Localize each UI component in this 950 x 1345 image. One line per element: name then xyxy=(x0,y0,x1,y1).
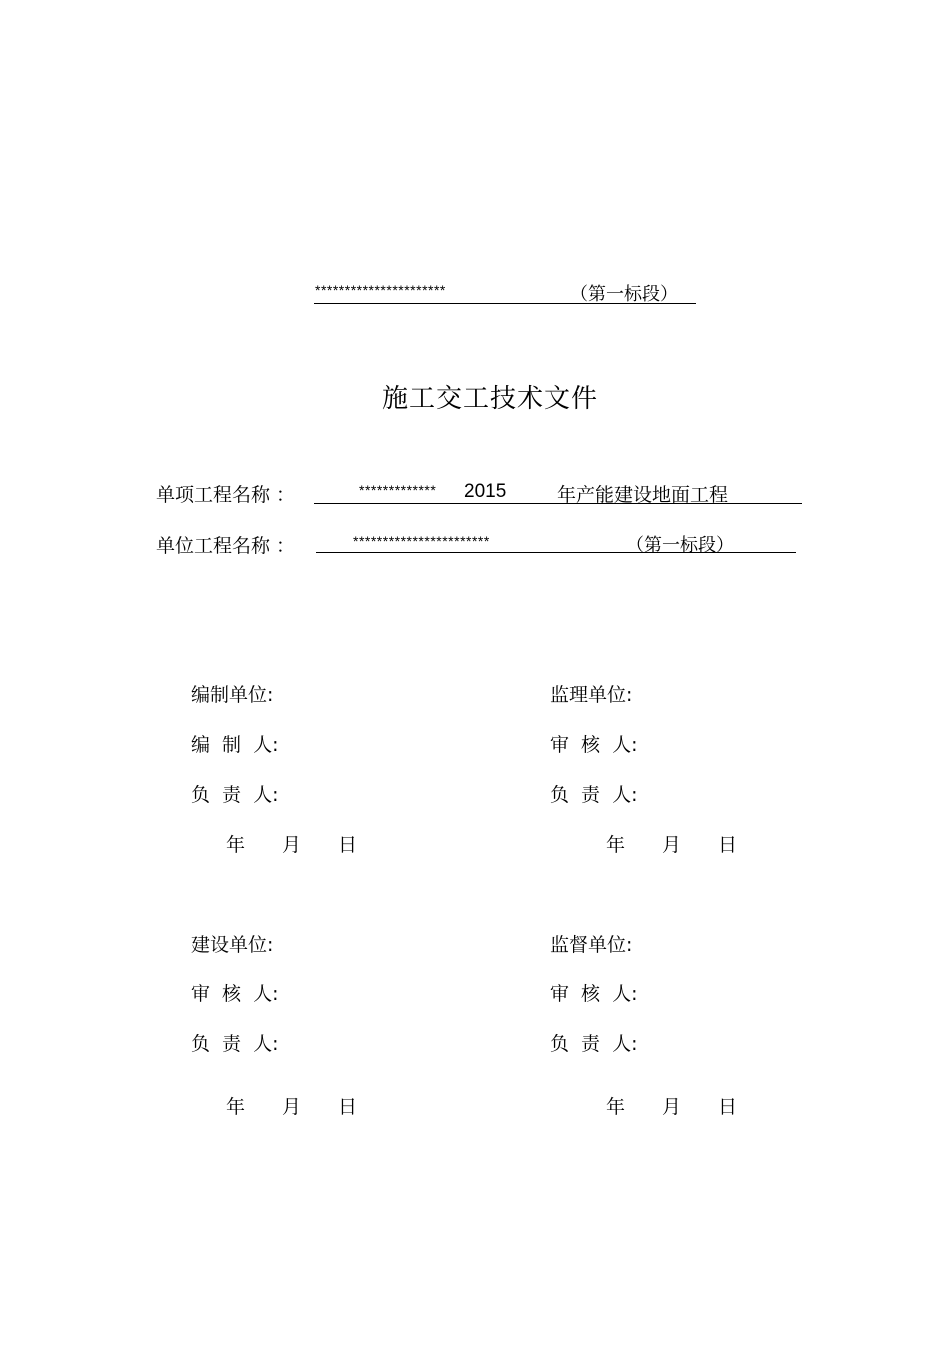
build-date-month: 月 xyxy=(282,1096,302,1118)
compile-date-day: 日 xyxy=(338,834,358,856)
page-title: 施工交工技术文件 xyxy=(382,384,599,414)
header-underline xyxy=(314,303,696,304)
compile-date-month: 月 xyxy=(282,834,302,856)
supervise-unit-label: 监理单位: xyxy=(550,684,633,706)
unit-item-stars: *********************** xyxy=(353,533,490,549)
build-date-year: 年 xyxy=(226,1096,246,1118)
build-date-day: 日 xyxy=(338,1096,358,1118)
unit-item-label: 单位工程名称 ： xyxy=(156,535,296,557)
compile-unit-label: 编制单位: xyxy=(191,684,274,706)
build-responsible-label: 负 责 人: xyxy=(191,1033,279,1055)
single-item-year: 2015 xyxy=(464,481,507,502)
compile-person-label: 编 制 人: xyxy=(191,734,279,756)
build-reviewer-label: 审 核 人: xyxy=(191,983,279,1005)
build-unit-label: 建设单位: xyxy=(191,934,274,956)
unit-item-section: （第一标段） xyxy=(626,535,734,556)
oversight-date-day: 日 xyxy=(718,1096,738,1118)
supervise-date-month: 月 xyxy=(662,834,682,856)
oversight-date-year: 年 xyxy=(606,1096,626,1118)
supervise-date-day: 日 xyxy=(718,834,738,856)
supervise-responsible-label: 负 责 人: xyxy=(550,784,638,806)
compile-date-year: 年 xyxy=(226,834,246,856)
oversight-unit-label: 监督单位: xyxy=(550,934,633,956)
compile-responsible-label: 负 责 人: xyxy=(191,784,279,806)
header-project-stars: ********************** xyxy=(315,282,446,298)
supervise-reviewer-label: 审 核 人: xyxy=(550,734,638,756)
unit-item-underline xyxy=(316,552,796,553)
single-item-underline xyxy=(314,503,802,504)
single-item-stars: ************* xyxy=(359,482,437,498)
oversight-reviewer-label: 审 核 人: xyxy=(550,983,638,1005)
single-item-label: 单项工程名称 ： xyxy=(156,484,296,506)
header-section: （第一标段） xyxy=(570,284,678,305)
oversight-date-month: 月 xyxy=(662,1096,682,1118)
single-item-text: 年产能建设地面工程 xyxy=(557,484,729,506)
supervise-date-year: 年 xyxy=(606,834,626,856)
oversight-responsible-label: 负 责 人: xyxy=(550,1033,638,1055)
